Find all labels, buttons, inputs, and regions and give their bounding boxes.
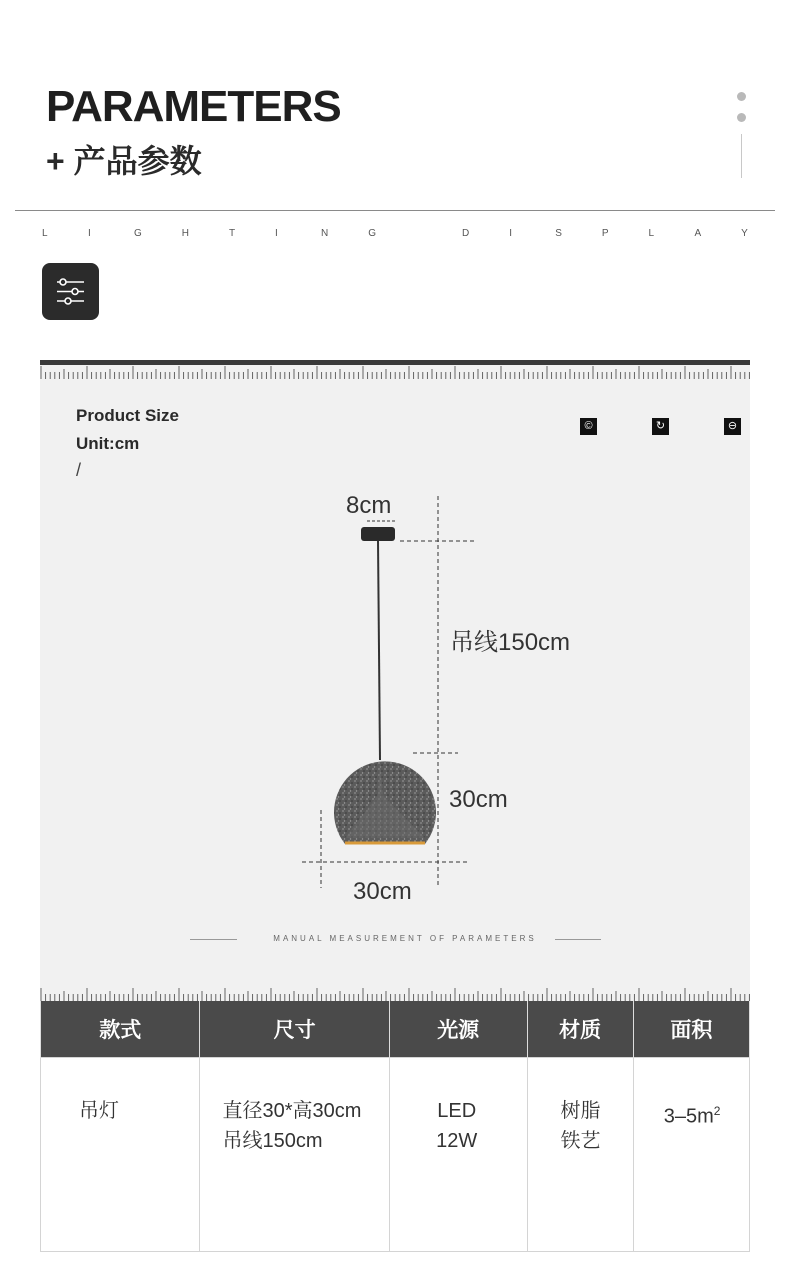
table-header-row [41, 1001, 750, 1058]
spaced-letter: G [368, 228, 377, 239]
spaced-letter: T [228, 228, 236, 239]
product-size-label: Product Size [76, 406, 179, 425]
canopy-dimension: 8cm [346, 492, 392, 519]
light-line-1: LED [437, 1100, 477, 1122]
caption-line-right [555, 939, 601, 940]
minus-circle-icon: ⊖ [724, 418, 741, 435]
header-area: 面积 [633, 1001, 749, 1058]
area-value: 3–5m [663, 1105, 714, 1128]
decor-dot [737, 92, 746, 101]
spaced-letter: N [321, 228, 329, 239]
material-line-2: 铁艺 [560, 1130, 601, 1152]
page-subtitle: + 产品参数 [46, 143, 202, 179]
light-line-2: 12W [436, 1130, 478, 1152]
cell-light [389, 1058, 527, 1252]
cord-dimension: 吊线150cm [450, 629, 571, 656]
decor-dot [737, 113, 746, 122]
header-style: 款式 [41, 1001, 200, 1058]
refresh-icon: ↻ [652, 418, 669, 435]
cell-area [633, 1058, 749, 1252]
cell-style [41, 1058, 200, 1252]
lighting-display-text [42, 228, 748, 242]
ruler-top [40, 365, 750, 379]
decor-line [741, 134, 742, 178]
material-line-1: 树脂 [560, 1100, 601, 1122]
spaced-letter: L [648, 228, 655, 239]
spec-table [40, 1001, 750, 1252]
spaced-letter: L [42, 228, 48, 239]
size-line-1: 直径30*高30cm [222, 1100, 362, 1122]
diameter-dimension: 30cm [353, 878, 412, 905]
spaced-letter: Y [741, 228, 748, 239]
header-size: 尺寸 [200, 1001, 389, 1058]
spaced-letter: H [181, 228, 189, 239]
spaced-letter: I [87, 228, 91, 239]
cell-material [527, 1058, 633, 1252]
spaced-letter [416, 228, 422, 242]
spaced-letter: A [694, 228, 702, 239]
spaced-letter: S [555, 228, 562, 239]
copyright-icon: © [580, 418, 597, 435]
spaced-letter: I [509, 228, 512, 239]
measurement-caption: MANUAL MEASUREMENT OF PARAMETERS [273, 934, 537, 943]
ruler-bottom [40, 987, 750, 1001]
table-row [41, 1058, 750, 1252]
lamp-dimension-drawing [290, 480, 590, 910]
header-material: 材质 [527, 1001, 633, 1058]
spaced-letter: G [133, 228, 142, 239]
header-light-source: 光源 [389, 1001, 527, 1058]
height-dimension: 30cm [449, 786, 508, 813]
spaced-letter: I [275, 228, 278, 239]
divider [15, 210, 775, 211]
cell-size [200, 1058, 389, 1252]
unit-label: Unit:cm [76, 434, 140, 453]
canopy [361, 527, 395, 541]
slash-text: / [76, 460, 82, 480]
style-value: 吊灯 [79, 1100, 119, 1122]
spaced-letter: D [462, 228, 470, 239]
spaced-letter: P [601, 228, 609, 239]
caption-line-left [190, 939, 237, 940]
page-title: PARAMETERS [46, 82, 341, 131]
size-line-2: 吊线150cm [222, 1130, 323, 1152]
cord [378, 541, 380, 760]
area-superscript: 2 [713, 1104, 721, 1118]
filter-settings-icon [42, 263, 99, 320]
